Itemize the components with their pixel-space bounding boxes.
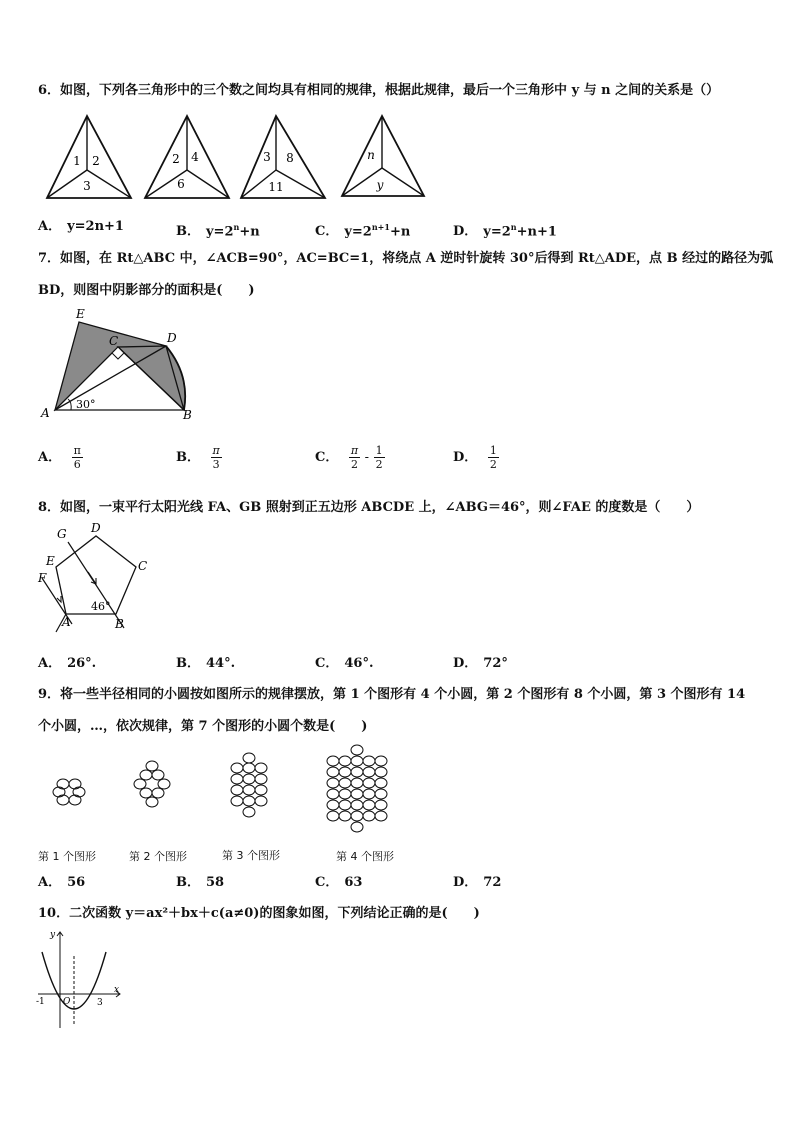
q6-option-d[interactable]: D． $y=2^n+n+1$ <box>453 222 557 240</box>
q6-t2-b: 4 <box>191 150 199 164</box>
q8-option-b[interactable]: B． 44°. <box>176 656 236 671</box>
q6-triangle-1 <box>45 112 135 202</box>
q9-caption-4: 第 4 个图形 <box>336 850 394 863</box>
q6-t3-c: 11 <box>268 180 284 194</box>
q6-t4-c: y <box>376 178 384 192</box>
q6-t3-a: 3 <box>263 150 271 164</box>
q6-option-a[interactable]: A． y=2n+1 <box>38 219 124 234</box>
q6-option-c[interactable]: C． $y=2^{n+1}+n$ <box>315 222 411 240</box>
q6-triangle-4 <box>340 112 430 202</box>
q6-t3-b: 8 <box>286 151 294 165</box>
q8-label-c: C <box>138 559 148 573</box>
q7-label-e: E <box>76 307 85 321</box>
q8-label-g: G <box>57 527 67 541</box>
q9-option-c[interactable]: C． 63 <box>315 875 363 890</box>
q10-label-3: 3 <box>97 998 103 1008</box>
q6-t1-c: 3 <box>83 179 91 193</box>
q9-caption-1: 第 1 个图形 <box>38 850 96 863</box>
q6-option-b[interactable]: B． $y=2^n+n$ <box>176 222 260 240</box>
q8-label-angle: 46° <box>91 600 111 613</box>
q9-caption-2: 第 2 个图形 <box>129 850 187 863</box>
q6-stem: 6．如图，下列各三角形中的三个数之间均具有相同的规律，根据此规律，最后一个三角形中 y 与 n 之间的关系是（） <box>38 83 720 98</box>
q9-figure-2 <box>132 760 172 820</box>
q9-option-b[interactable]: B． 58 <box>176 875 225 890</box>
q9-figure-1 <box>50 776 90 806</box>
q7-option-b[interactable]: B． $\frac{\pi}{3}$ <box>176 444 220 471</box>
q10-label-x: x <box>114 985 120 995</box>
q8-option-a[interactable]: A． 26°. <box>38 656 97 671</box>
q9-option-a[interactable]: A． 56 <box>38 875 86 890</box>
q9-caption-3: 第 3 个图形 <box>222 849 280 862</box>
q7-option-d[interactable]: D． $\frac{1}{2}$ <box>453 444 497 471</box>
q7-label-c: C <box>109 334 119 348</box>
q6-t2-a: 2 <box>172 152 180 166</box>
q8-label-e: E <box>46 554 55 568</box>
q8-stem: 8．如图，一束平行太阳光线 FA、GB 照射到正五边形 ABCDE 上，∠ABG＝46°，则∠FAE 的度数是（ ） <box>38 500 700 515</box>
q7-label-b: B <box>183 408 192 422</box>
q7-option-a[interactable]: A． $\frac{\pi}{6}$ <box>38 444 81 471</box>
q7-label-a: A <box>41 406 50 420</box>
q8-option-c[interactable]: C． 46°. <box>315 656 374 671</box>
q7-option-c[interactable]: C． $\frac{\pi}{2}$ - $\frac{1}{2}$ <box>315 444 383 471</box>
q8-label-d: D <box>91 521 101 535</box>
q7-stem-line1: 7．如图，在 Rt△ABC 中，∠ACB=90°，AC=BC=1，将绕点 A 逆时针旋转 30°后得到 Rt△ADE，点 B 经过的路径为弧 <box>38 251 774 266</box>
q8-label-b: B <box>115 617 124 631</box>
q10-stem: 10．二次函数 y＝ax²＋bx＋c(a≠0)的图象如图，下列结论正确的是( ) <box>38 906 480 921</box>
q9-stem-line2: 个小圆，…，依次规律，第 7 个图形的小圆个数是( ) <box>38 719 368 734</box>
q10-graph <box>36 926 126 1030</box>
q6-t1-a: 1 <box>73 154 81 168</box>
q7-label-d: D <box>167 331 177 345</box>
q10-label-y: y <box>50 930 56 940</box>
q9-option-d[interactable]: D． 72 <box>453 875 502 890</box>
q10-label-origin: O <box>63 997 71 1007</box>
q10-label-neg1: -1 <box>36 997 45 1007</box>
q8-label-a: A <box>62 615 71 629</box>
q8-figure <box>36 520 166 635</box>
q8-label-f: F <box>38 571 47 585</box>
q9-figure-3 <box>224 752 274 832</box>
q6-triangle-3 <box>239 112 329 202</box>
q7-label-angle: 30° <box>76 398 96 411</box>
q6-t1-b: 2 <box>92 154 100 168</box>
q6-t2-c: 6 <box>177 177 185 191</box>
q8-option-d[interactable]: D． 72° <box>453 656 508 671</box>
q9-figure-4 <box>326 744 388 838</box>
q6-triangle-2 <box>143 112 233 202</box>
q7-stem-line2: BD，则图中阴影部分的面积是( ) <box>38 283 255 298</box>
q7-figure <box>38 305 198 420</box>
q9-stem-line1: 9．将一些半径相同的小圆按如图所示的规律摆放，第 1 个图形有 4 个小圆，第 2 个图形有 8 个小圆，第 3 个图形有 14 <box>38 687 746 702</box>
q6-t4-a: n <box>367 148 375 162</box>
